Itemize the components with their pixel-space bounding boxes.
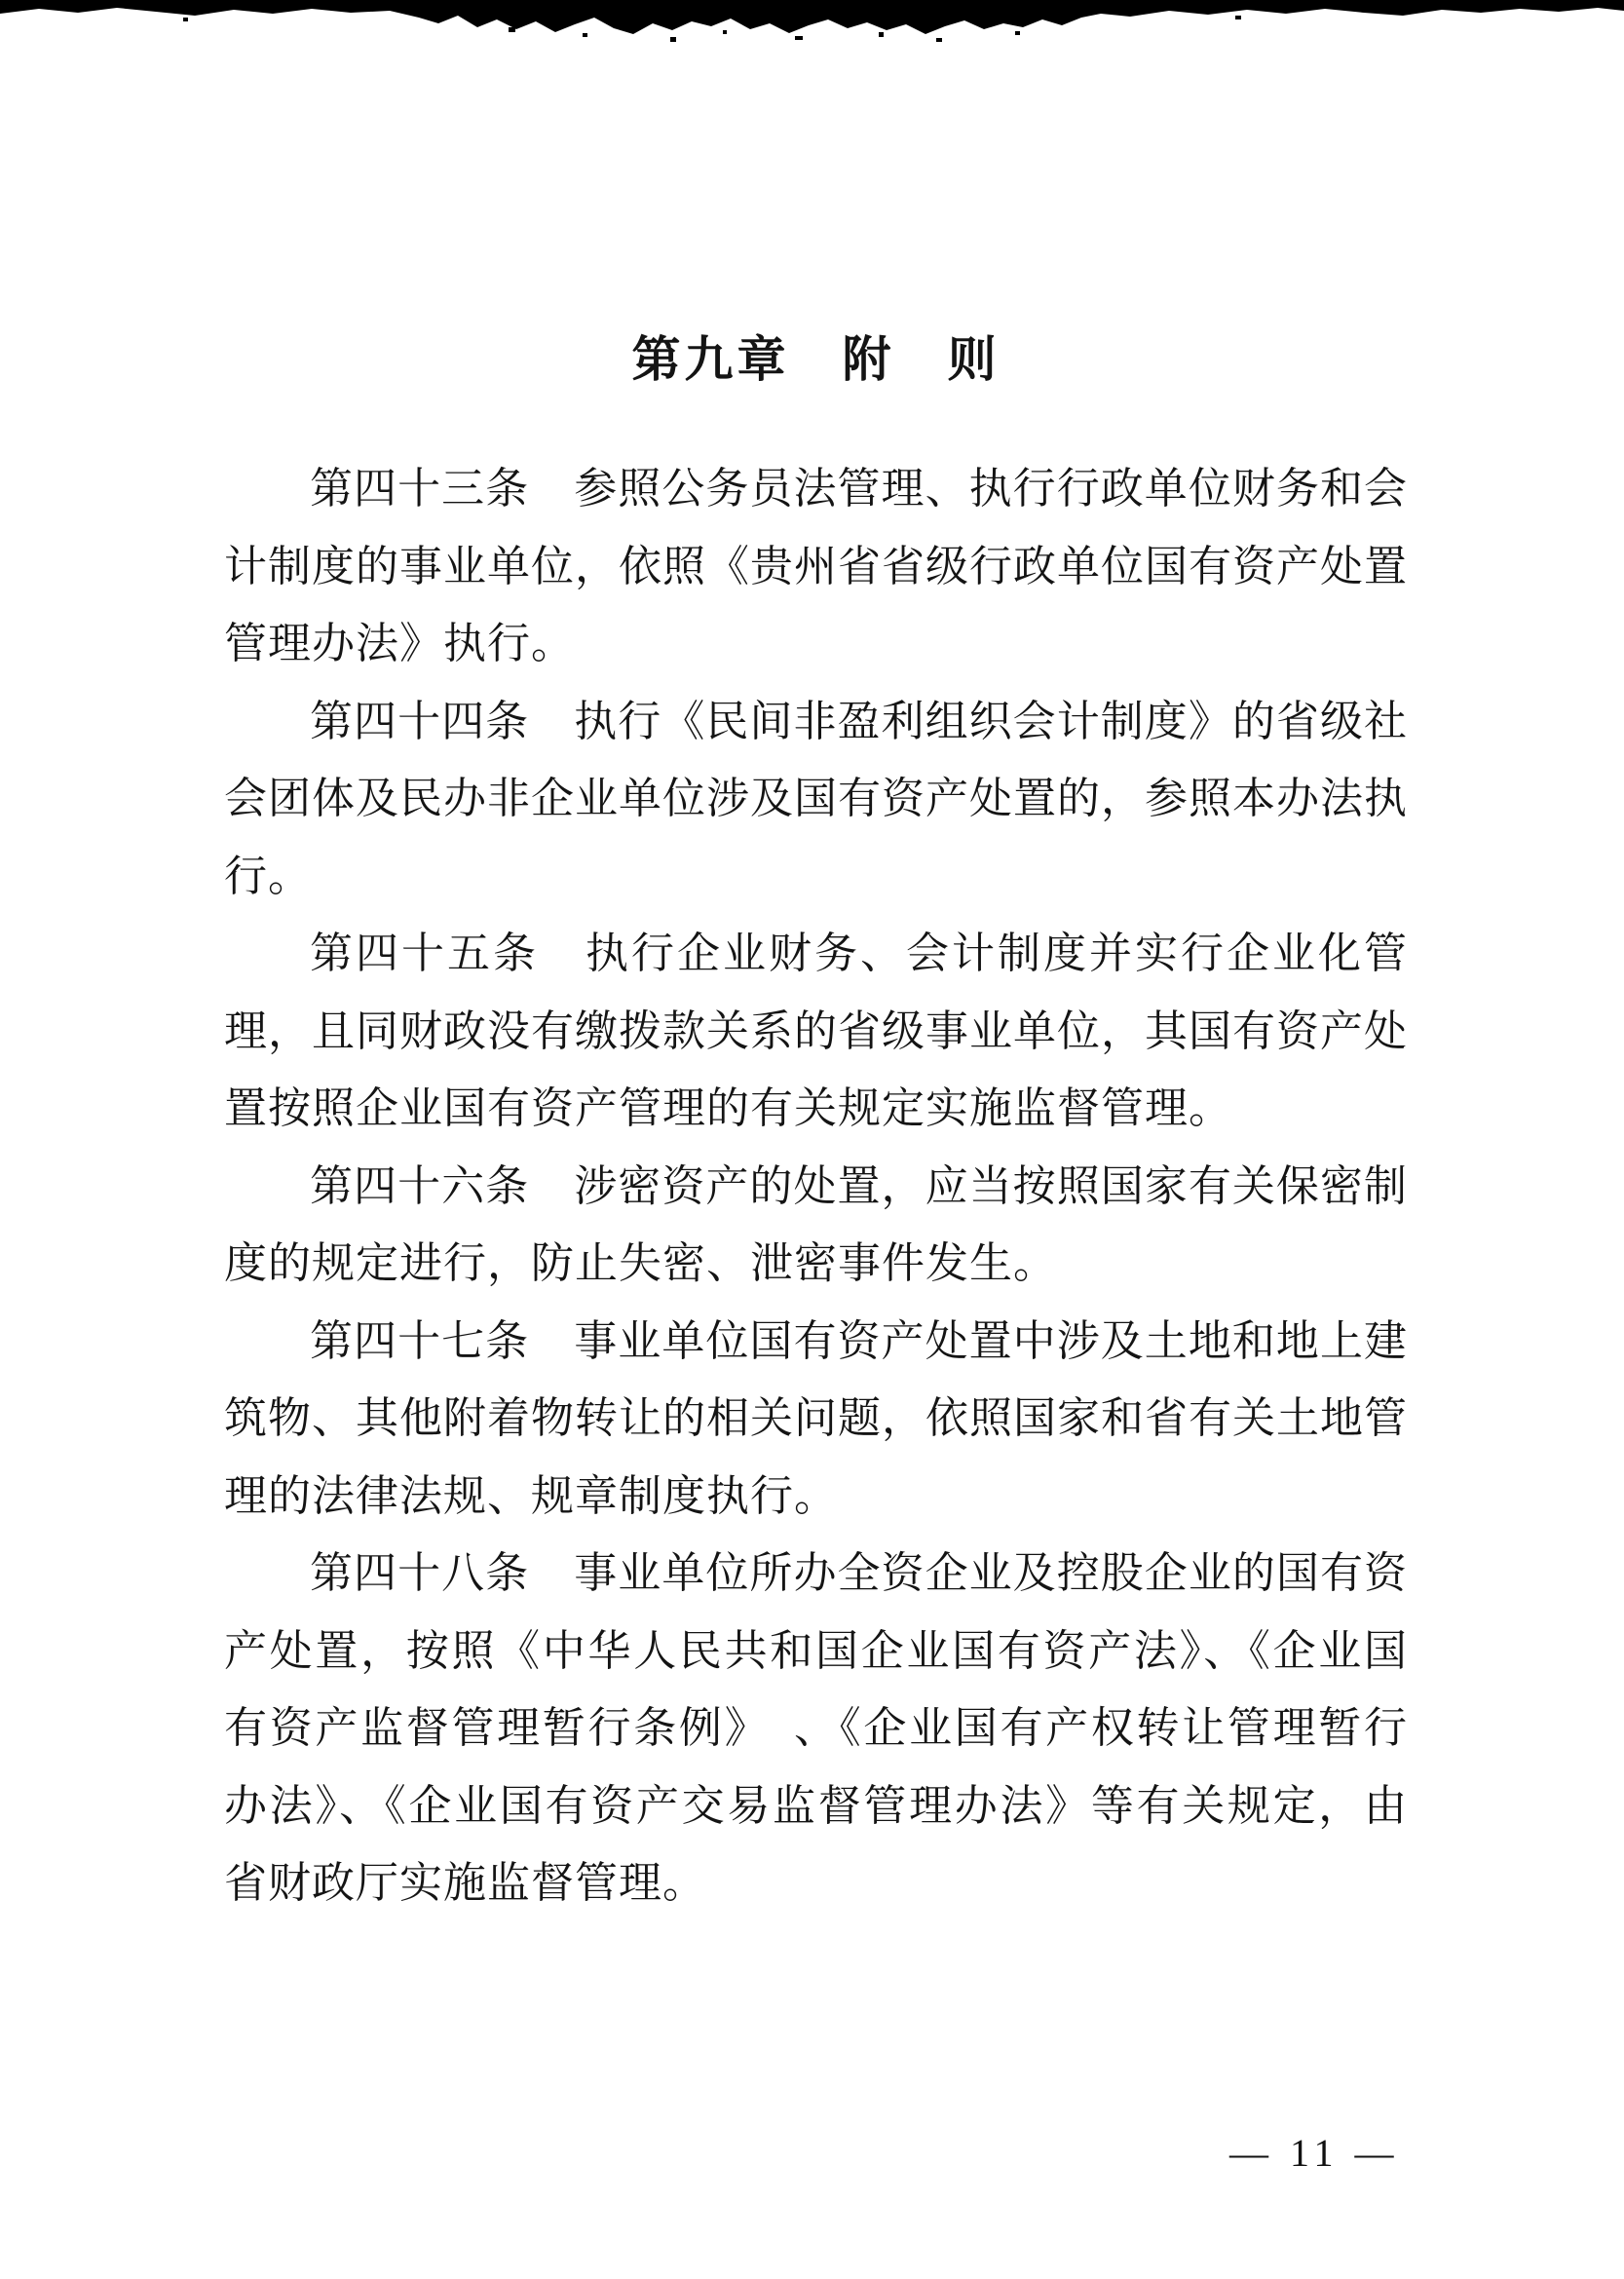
article-text: 事业单位所办全资企业及控股企业的国有资产处置，按照《中华人民共和国企业国有资产法》、《企业国有资产监督管理暂行条例》 、《企业国有产权转让管理暂行办法》、《企业国有资产交易监督管理办法》等有关规定，由省财政厅实施监督管理。: [224, 1549, 1409, 1907]
article-number: 第四十四条: [310, 697, 530, 745]
article-paragraph: [224, 1303, 1408, 1536]
article-text: 事业单位国有资产处置中涉及土地和地上建筑物、其他附着物转让的相关问题，依照国家和省有关土地管理的法律法规、规章制度执行。: [224, 1316, 1409, 1520]
article-number: 第四十三条: [310, 465, 530, 513]
article-number: 第四十七条: [310, 1316, 530, 1365]
scan-noise-top-edge: [0, 0, 1624, 47]
article-text: 执行企业财务、会计制度并实行企业化管理，且同财政没有缴拨款关系的省级事业单位，其国有资产处置按照企业国有资产管理的有关规定实施监督管理。: [224, 930, 1408, 1132]
page-body: [224, 320, 1408, 1922]
page-number: — 11 —: [1229, 2131, 1400, 2175]
article-paragraph: [224, 450, 1408, 683]
article-number: 第四十八条: [310, 1549, 530, 1597]
article-number: 第四十六条: [310, 1161, 530, 1210]
article-paragraph: [224, 683, 1408, 916]
article-paragraph: [224, 1535, 1408, 1922]
article-text: 参照公务员法管理、执行行政单位财务和会计制度的事业单位，依照《贵州省省级行政单位国有资产处置管理办法》执行。: [224, 465, 1409, 667]
article-text: 涉密资产的处置，应当按照国家有关保密制度的规定进行，防止失密、泄密事件发生。: [224, 1161, 1409, 1287]
article-paragraph: [224, 915, 1408, 1148]
chapter-heading: 第九章 附 则: [631, 332, 1001, 387]
article-number: 第四十五条: [310, 930, 539, 977]
article-paragraph: [224, 1148, 1408, 1303]
article-text: 执行《民间非盈利组织会计制度》的省级社会团体及民办非企业单位涉及国有资产处置的，参照本办法执行。: [224, 697, 1409, 900]
